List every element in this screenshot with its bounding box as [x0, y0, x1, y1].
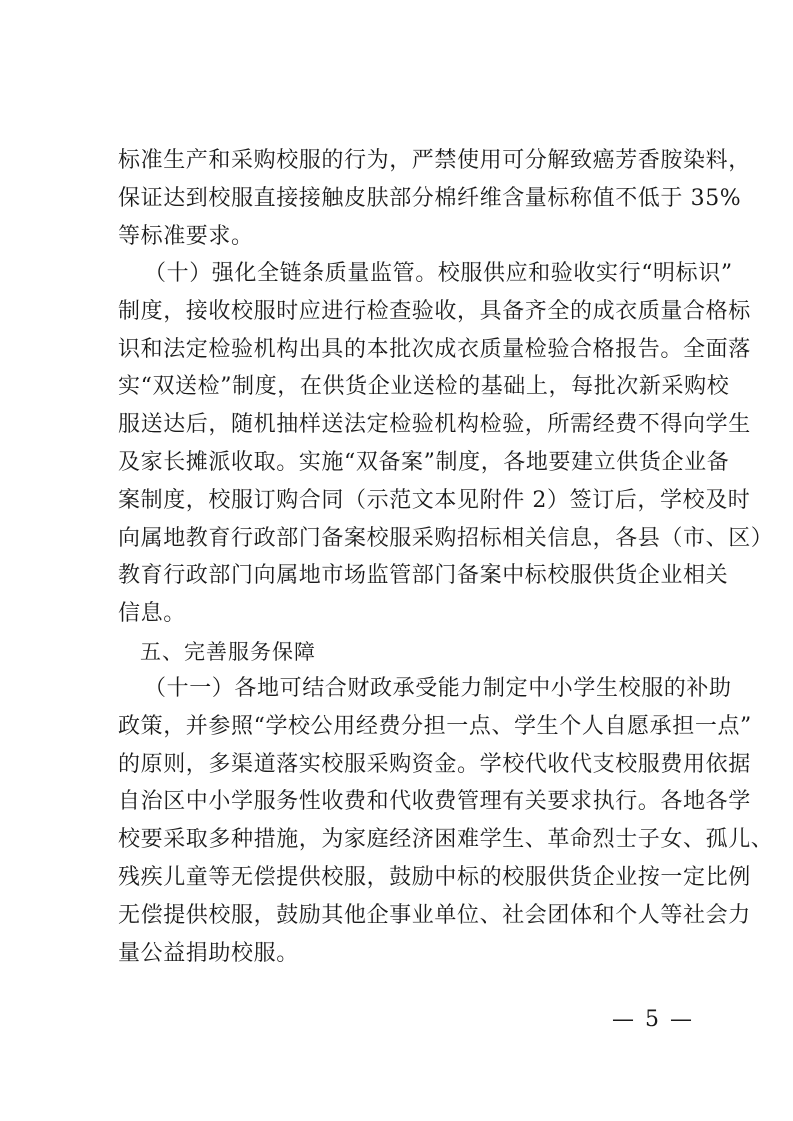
text-line: 及家长摊派收取。实施“双备案”制度，各地要建立供货企业备: [118, 449, 730, 475]
text-line: （十一）各地可结合财政承受能力制定中小学生校服的补助: [144, 676, 732, 701]
paragraph-continuation: [118, 142, 751, 255]
text-line: 教育行政部门向属地市场监管部门备案中标校服供货企业相关: [118, 563, 729, 589]
text-line: 服送达后，随机抽样送法定检验机构检验，所需经费不得向学生: [118, 412, 751, 438]
paragraph-service-guarantee: [118, 670, 774, 972]
text-line: 信息。: [118, 601, 186, 627]
text-line: 制度，接收校服时应进行检查验收，具备齐全的成衣质量合格标: [118, 298, 751, 324]
text-line: 向属地教育行政部门备案校服采购招标相关信息，各县（市、区）: [118, 525, 774, 551]
text-line: 残疾儿童等无偿提供校服，鼓励中标的校服供货企业按一定比例: [118, 864, 751, 890]
text-line: （十）强化全链条质量监管。校服供应和验收实行“明标识”: [144, 261, 733, 286]
text-line: 政策，并参照“学校公用经费分担一点、学生个人自愿承担一点”: [118, 713, 752, 739]
text-line: 的原则，多渠道落实校服采购资金。学校代收代支校服费用依据: [118, 751, 751, 777]
text-line: 等标准要求。: [118, 223, 254, 249]
text-line: 实“双送检”制度，在供货企业送检的基础上，每批次新采购校: [118, 374, 730, 400]
text-line: 自治区中小学服务性收费和代收费管理有关要求执行。各地各学: [118, 789, 751, 815]
text-line: 校要采取多种措施，为家庭经济困难学生、革命烈士子女、孤儿、: [118, 827, 774, 853]
text-line: 识和法定检验机构出具的本批次成衣质量检验合格报告。全面落: [118, 336, 751, 362]
text-line: 保证达到校服直接接触皮肤部分棉纤维含量标称值不低于 35%: [118, 185, 742, 211]
text-line: 标准生产和采购校服的行为，严禁使用可分解致癌芳香胺染料，: [118, 148, 751, 173]
section-heading: 五、完善服务保障: [140, 640, 316, 664]
paragraph-quality-supervision: [118, 255, 774, 633]
text-line: 量公益捐助校服。: [118, 940, 299, 966]
page-number: — 5 —: [612, 1007, 694, 1032]
text-line: 案制度，校服订购合同（示范文本见附件 2）签订后，学校及时: [118, 487, 751, 513]
text-line: 无偿提供校服，鼓励其他企事业单位、社会团体和个人等社会力: [118, 902, 751, 928]
